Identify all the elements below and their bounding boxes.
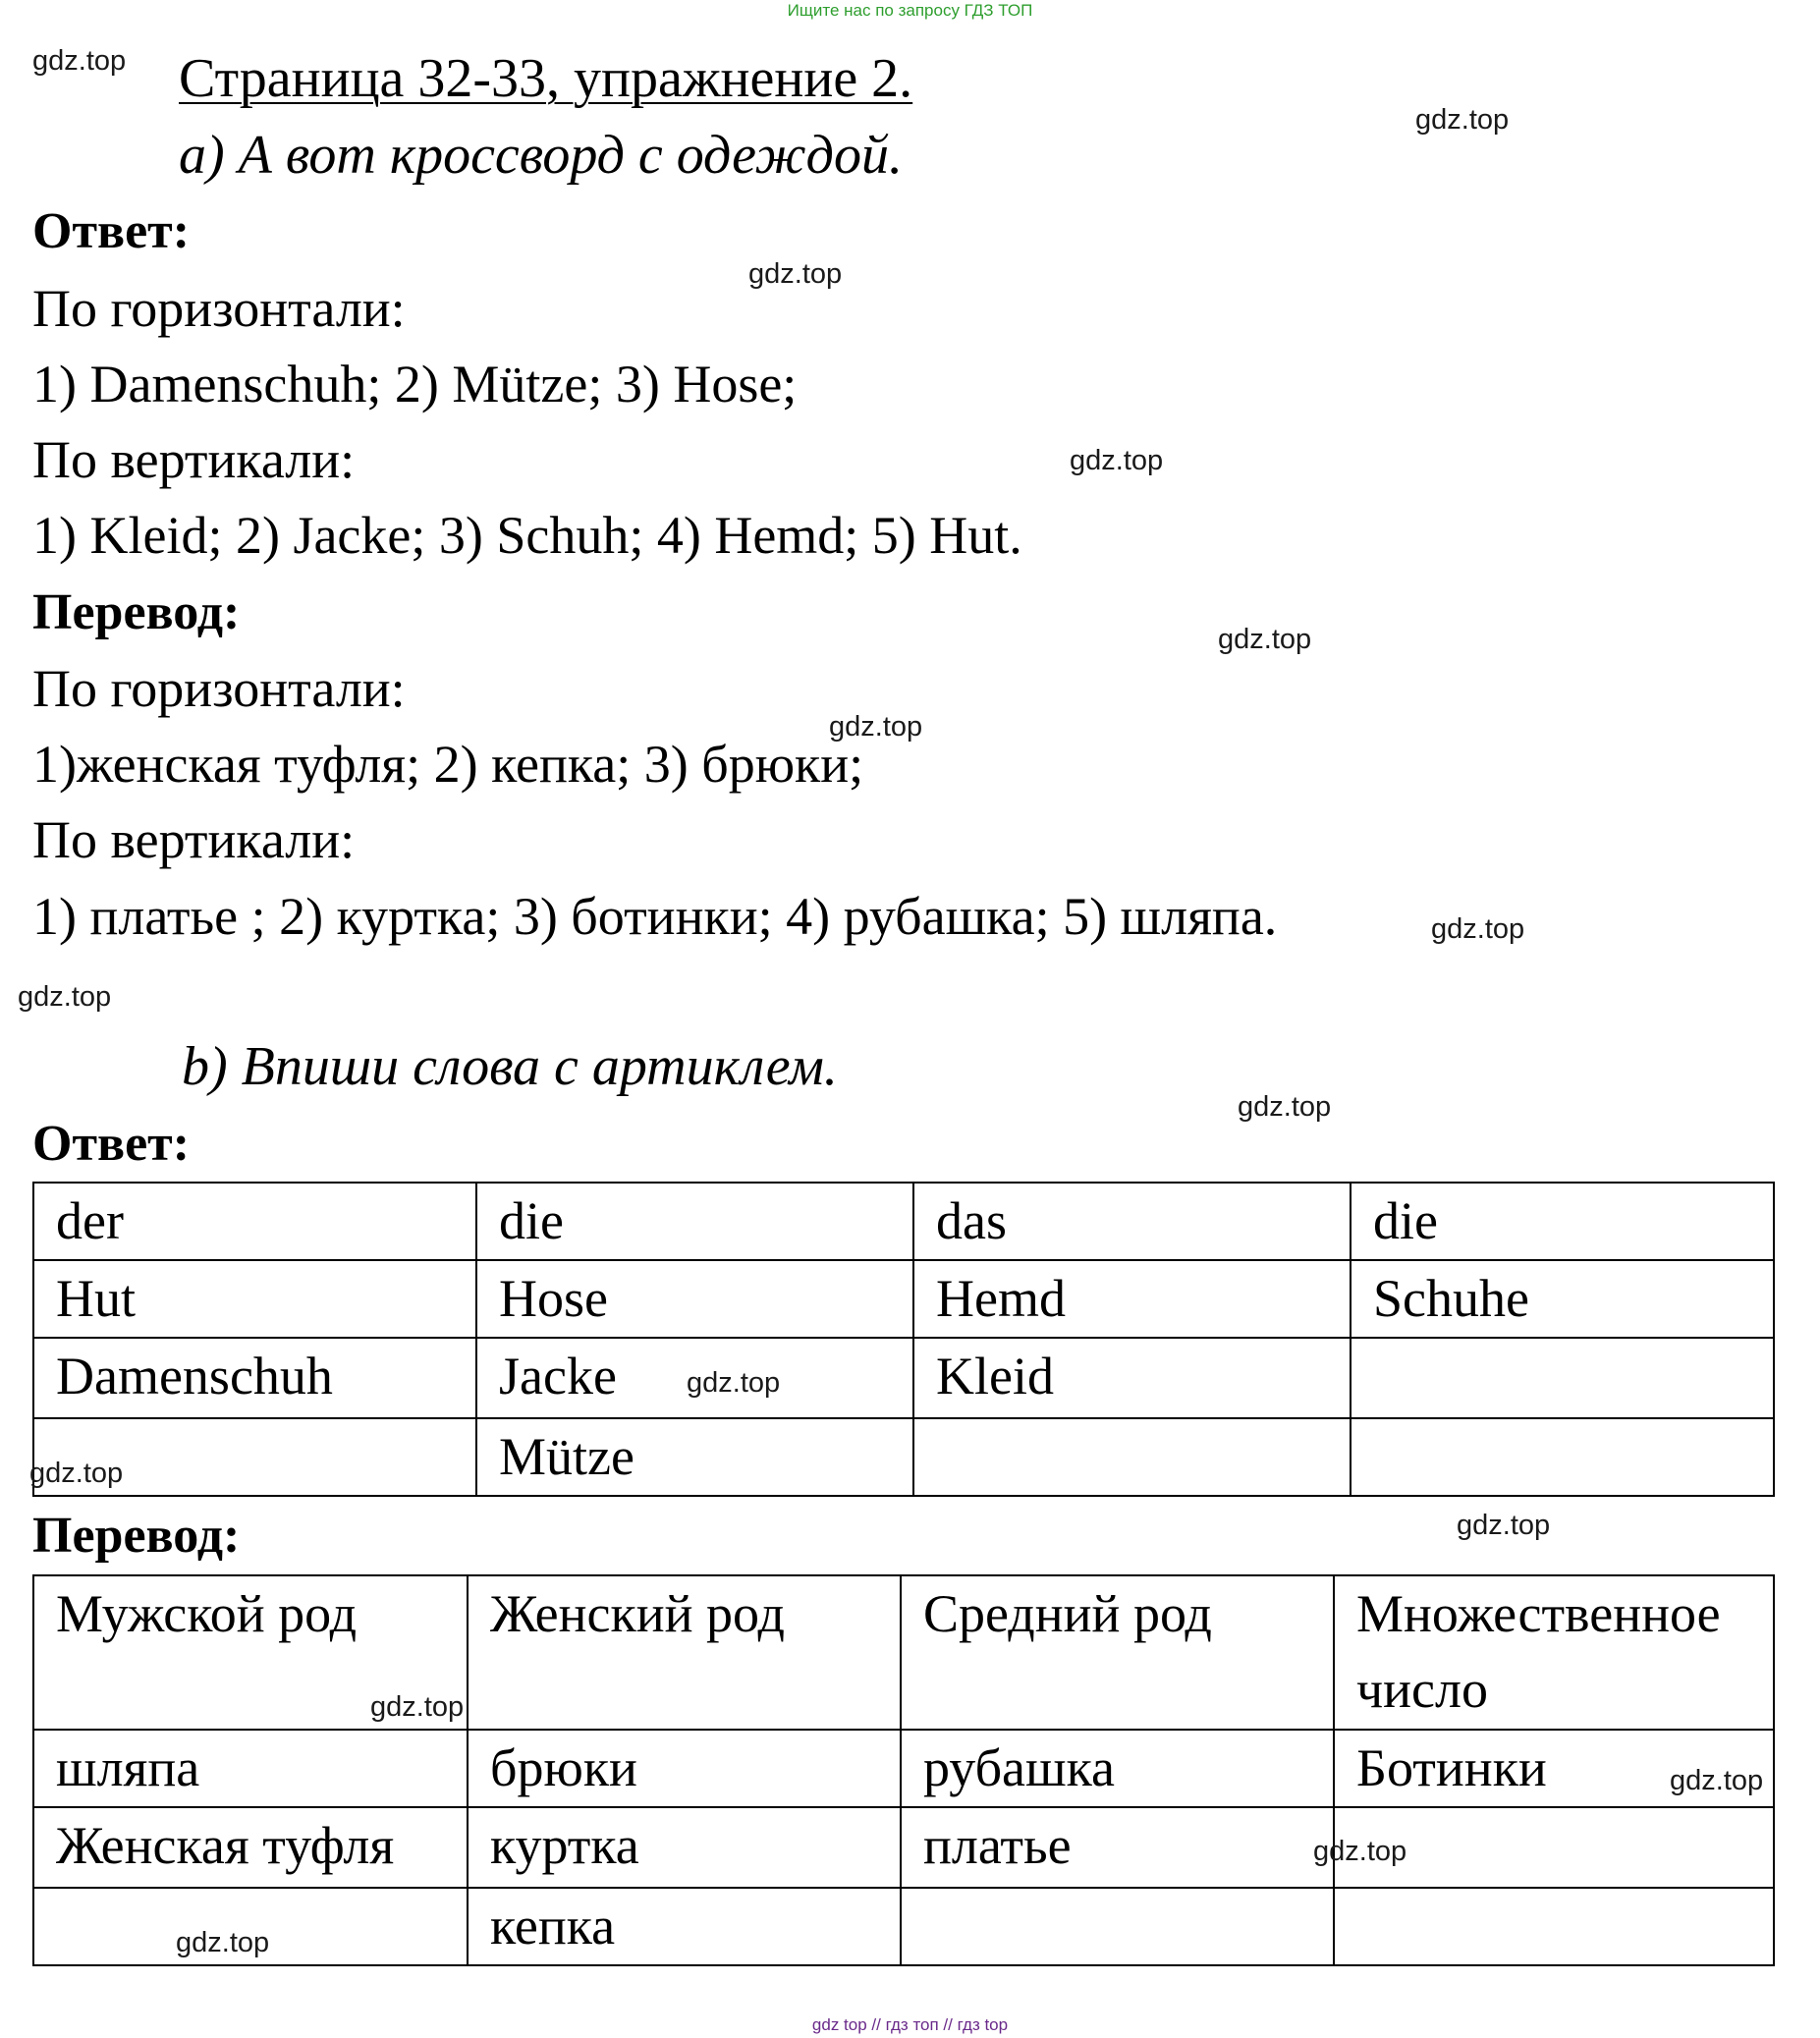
table-cell: die (476, 1183, 913, 1260)
table-cell: Ботинки (1334, 1730, 1774, 1807)
watermark: gdz.top (1238, 1091, 1332, 1123)
table-cell: Множественное число (1334, 1575, 1774, 1730)
watermark: gdz.top (1431, 913, 1525, 945)
table-row (33, 1418, 1774, 1496)
table-cell (1334, 1888, 1774, 1965)
watermark: gdz.top (18, 981, 112, 1013)
horizontal-label: По горизонтали: (32, 279, 406, 338)
top-banner[interactable]: Ищите нас по запросу ГДЗ ТОП (787, 1, 1033, 20)
part-b-heading: b) Впиши слова с артиклем. (182, 1036, 838, 1097)
table-cell: Hose (476, 1260, 913, 1338)
table-cell: Jacke (476, 1338, 913, 1418)
tr-horizontal-answers: 1)женская туфля; 2) кепка; 3) брюки; (32, 735, 864, 794)
table-row (33, 1888, 1774, 1965)
table-cell: Mütze (476, 1418, 913, 1496)
footer-links[interactable]: gdz top // гдз топ // гдз top (811, 2015, 1009, 2034)
watermark: gdz.top (176, 1927, 270, 1958)
table-row (33, 1807, 1774, 1888)
watermark: gdz.top (687, 1367, 781, 1399)
table-cell: брюки (468, 1730, 901, 1807)
table-cell (901, 1888, 1334, 1965)
table-cell (913, 1418, 1351, 1496)
table-cell (1351, 1338, 1774, 1418)
part-a-heading: а) А вот кроссворд с одеждой. (179, 125, 903, 186)
tr-vertical-answers: 1) платье ; 2) куртка; 3) ботинки; 4) рубашка; 5) шляпа. (32, 887, 1278, 946)
table-cell (1351, 1418, 1774, 1496)
tr-horizontal-label: По горизонтали: (32, 659, 406, 718)
vertical-label: По вертикали: (32, 430, 356, 489)
watermark: gdz.top (1070, 445, 1164, 476)
table-cell: Kleid (913, 1338, 1351, 1418)
table-row (33, 1260, 1774, 1338)
table-cell: Damenschuh (33, 1338, 476, 1418)
table-cell: Schuhe (1351, 1260, 1774, 1338)
answer-label-b: Ответ: (32, 1116, 191, 1172)
table-row (33, 1183, 1774, 1260)
table-cell: Мужской род (33, 1575, 468, 1730)
horizontal-answers: 1) Damenschuh; 2) Mütze; 3) Hose; (32, 355, 798, 413)
page-title: Страница 32-33, упражнение 2. (179, 48, 913, 109)
table-row (33, 1338, 1774, 1418)
table-cell: платье (901, 1807, 1334, 1888)
watermark: gdz.top (32, 45, 127, 77)
watermark: gdz.top (1457, 1510, 1551, 1541)
watermark: gdz.top (748, 258, 843, 290)
translation-table (32, 1574, 1775, 1966)
translation-label: Перевод: (32, 584, 241, 640)
watermark: gdz.top (370, 1691, 465, 1723)
table-cell: Средний род (901, 1575, 1334, 1730)
table-cell: куртка (468, 1807, 901, 1888)
table-cell: шляпа (33, 1730, 468, 1807)
watermark: gdz.top (1415, 104, 1510, 136)
watermark: gdz.top (1670, 1765, 1764, 1796)
watermark: gdz.top (1218, 624, 1312, 655)
table-cell: Женский род (468, 1575, 901, 1730)
table-row (33, 1575, 1774, 1730)
vertical-answers: 1) Kleid; 2) Jacke; 3) Schuh; 4) Hemd; 5) Hut. (32, 506, 1022, 565)
table-cell: Hemd (913, 1260, 1351, 1338)
translation-label-b: Перевод: (32, 1508, 241, 1564)
tr-vertical-label: По вертикали: (32, 810, 356, 869)
watermark: gdz.top (829, 711, 923, 743)
watermark: gdz.top (29, 1458, 124, 1489)
table-cell: кепка (468, 1888, 901, 1965)
table-cell: рубашка (901, 1730, 1334, 1807)
table-cell: der (33, 1183, 476, 1260)
answer-label: Ответ: (32, 203, 191, 259)
table-cell: Hut (33, 1260, 476, 1338)
articles-table (32, 1182, 1775, 1497)
table-row (33, 1730, 1774, 1807)
table-cell: die (1351, 1183, 1774, 1260)
table-cell: Женская туфля (33, 1807, 468, 1888)
watermark: gdz.top (1313, 1836, 1407, 1867)
table-cell: das (913, 1183, 1351, 1260)
